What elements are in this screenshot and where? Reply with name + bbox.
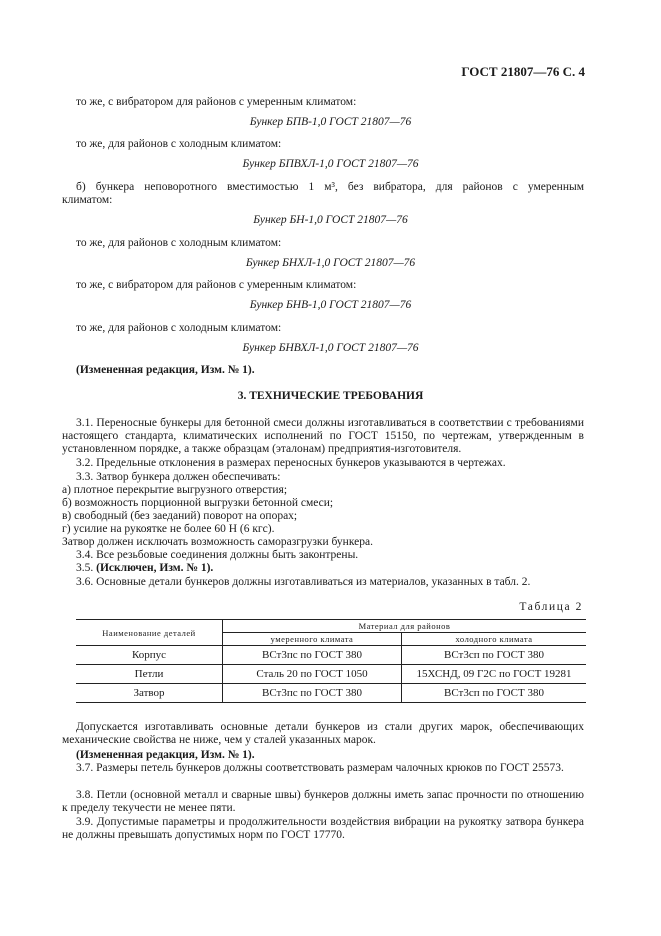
amendment-note: (Измененная редакция, Изм. № 1). — [76, 364, 255, 376]
section-title: 3. ТЕХНИЧЕСКИЕ ТРЕБОВАНИЯ — [237, 390, 424, 402]
paragraph-3-4: 3.4. Все резьбовые соединения должны быть законтрены. — [76, 549, 359, 561]
amendment-note: (Измененная редакция, Изм. № 1). — [76, 749, 255, 761]
cell-moderate: ВСт3пс по ГОСТ 380 — [223, 684, 402, 703]
paragraph-3-1: 3.1. Переносные бункеры для бетонной смеси должны изготавливаться в соответствии с требованиями настоящего стандарта, климатических исполнений по ГОСТ 15150, по чертежам, утвержденным в установленном порядке, а также образцам (эталонам) предприятия-изготовителя. — [62, 417, 584, 455]
table-caption: Таблица 2 — [519, 601, 583, 613]
text-line: то же, с вибратором для районов с умеренным климатом: — [76, 279, 357, 291]
cell-cold: ВСт3сп по ГОСТ 380 — [402, 684, 587, 703]
text-line: то же, для районов с холодным климатом: — [76, 138, 282, 150]
column-header-cold: холодного климата — [402, 633, 587, 646]
page-header: ГОСТ 21807—76 С. 4 — [461, 64, 585, 79]
materials-table — [76, 619, 586, 703]
table-row — [76, 646, 586, 665]
paragraph-3-5-note: (Исключен, Изм. № 1). — [96, 562, 214, 574]
cell-part: Корпус — [76, 646, 223, 665]
paragraph-3-2: 3.2. Предельные отклонения в размерах переносных бункеров указываются в чертежах. — [76, 457, 506, 469]
paragraph-allowed-steel: Допускается изготавливать основные детали бункеров из стали других марок, обеспечивающих механические свойства не ниже, чем у сталей указанных марок. — [62, 721, 584, 746]
designation-line: Бункер БН-1,0 ГОСТ 21807—76 — [253, 214, 408, 226]
paragraph-3-5 — [76, 562, 213, 574]
cell-part: Затвор — [76, 684, 223, 703]
cell-moderate: ВСт3пс по ГОСТ 380 — [223, 646, 402, 665]
cell-cold: 15ХСНД, 09 Г2С по ГОСТ 19281 — [402, 665, 587, 684]
designation-line: Бункер БНВ-1,0 ГОСТ 21807—76 — [249, 299, 412, 311]
list-item-b: б) возможность порционной выгрузки бетонной смеси; — [62, 497, 334, 509]
paragraph-3-3: 3.3. Затвор бункера должен обеспечивать: — [76, 471, 281, 483]
paragraph-3-8: 3.8. Петли (основной металл и сварные швы) бункеров должны иметь запас прочности по отношению к пределу текучести не менее пяти. — [62, 789, 584, 814]
column-header-material: Материал для районов — [223, 620, 587, 633]
text-line: то же, для районов с холодным климатом: — [76, 237, 282, 249]
table-row — [76, 665, 586, 684]
paragraph-3-9: 3.9. Допустимые параметры и продолжительности воздействия вибрации на рукоятку затвора бункера не должны превышать допустимых норм по ГОСТ 17770. — [62, 816, 584, 841]
cell-moderate: Сталь 20 по ГОСТ 1050 — [223, 665, 402, 684]
designation-line: Бункер БНХЛ-1,0 ГОСТ 21807—76 — [245, 257, 416, 269]
designation-line: Бункер БПВХЛ-1,0 ГОСТ 21807—76 — [242, 158, 419, 170]
text-line: то же, для районов с холодным климатом: — [76, 322, 282, 334]
designation-line: Бункер БПВ-1,0 ГОСТ 21807—76 — [249, 116, 412, 128]
cell-part: Петли — [76, 665, 223, 684]
designation-line: Бункер БНВХЛ-1,0 ГОСТ 21807—76 — [242, 342, 419, 354]
list-item-d: г) усилие на рукоятке не более 60 Н (6 кгс). — [62, 523, 275, 535]
list-item-a: а) плотное перекрытие выгрузного отверстия; — [62, 484, 288, 496]
paragraph-3-3-note: Затвор должен исключать возможность саморазгрузки бункера. — [62, 536, 373, 548]
text-line: б) бункера неповоротного вместимостью 1 м³, без вибратора, для районов с умеренным — [76, 181, 584, 193]
column-header-moderate: умеренного климата — [223, 633, 402, 646]
text-line: то же, с вибратором для районов с умеренным климатом: — [76, 96, 357, 108]
paragraph-3-6: 3.6. Основные детали бункеров должны изготавливаться из материалов, указанных в табл. 2. — [76, 576, 531, 588]
paragraph-3-7: 3.7. Размеры петель бункеров должны соответствовать размерам чалочных крюков по ГОСТ 25573. — [76, 762, 564, 774]
column-header-parts: Наименование деталей — [76, 620, 223, 646]
paragraph-3-5-number: 3.5. — [76, 562, 94, 574]
cell-cold: ВСт3сп по ГОСТ 380 — [402, 646, 587, 665]
list-item-c: в) свободный (без заеданий) поворот на опорах; — [62, 510, 298, 522]
text-line: климатом: — [62, 194, 113, 206]
table-row — [76, 684, 586, 703]
